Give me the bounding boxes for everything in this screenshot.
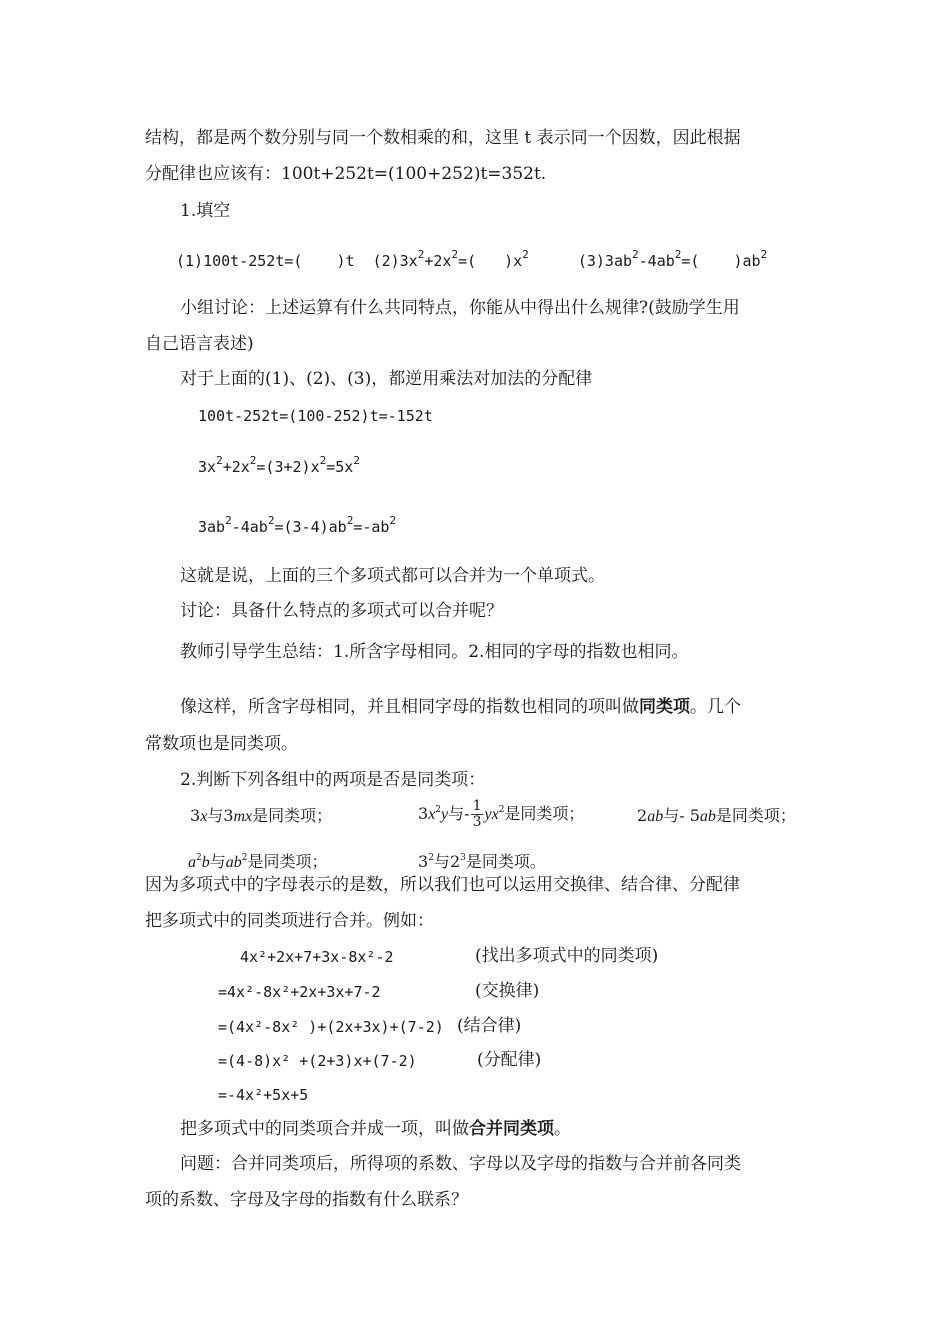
calc-step: 4x²+2x+7+3x-8x²-2 [240, 948, 394, 966]
judge-item: 3x与3mx是同类项； [190, 806, 333, 825]
section-heading: 1.填空 [180, 201, 231, 221]
calc-note: (分配律) [477, 1050, 542, 1070]
fill-blank-line: (1)100t-252t=( )t $(2)3x^2+2x^2=$( )$x^2$ $(3)3ab^2-4ab^2=$( )$ab^2$ [176, 248, 768, 270]
paragraph-line: 教师引导学生总结：1.所含字母相同。2.相同的字母的指数也相同。 [180, 642, 689, 662]
section-heading: 2.判断下列各组中的两项是否是同类项： [180, 770, 486, 790]
term-combine-like-terms: 合并同类项 [469, 1119, 554, 1139]
paragraph-line: 结构，都是两个数分别与同一个数相乘的和，这里 t 表示同一个因数，因此根据 [145, 128, 741, 148]
calc-step: =(4-8)x² +(2+3)x+(7-2) [218, 1052, 417, 1070]
calc-note: (找出多项式中的同类项) [475, 946, 659, 966]
paragraph-line: 对于上面的(1)、(2)、(3)，都逆用乘法对加法的分配律 [180, 369, 593, 389]
equation-line: $3x^2+2x^2=(3+2)x^2=5x^2$ [198, 454, 360, 476]
equation-line: $3ab^2-4ab^2=(3-4)ab^2=-ab^2$ [198, 514, 397, 536]
paragraph-line: 这就是说，上面的三个多项式都可以合并为一个单项式。 [180, 566, 605, 586]
judge-item: $3^2$与$2^3$是同类项。 [418, 852, 546, 871]
calc-step: =(4x²-8x² )+(2x+3x)+(7-2) [218, 1018, 444, 1036]
judge-item: 2ab与- 5ab是同类项； [637, 806, 796, 825]
equation-line: 100t-252t=(100-252)t=-152t [198, 407, 433, 425]
paragraph-line: 常数项也是同类项。 [145, 734, 298, 754]
calc-step: =4x²-8x²+2x+3x+7-2 [218, 983, 381, 1001]
term-like-terms: 同类项 [639, 697, 690, 717]
calc-step: =-4x²+5x+5 [218, 1086, 309, 1104]
paragraph-line: 问题：合并同类项后，所得项的系数、字母以及字母的指数与合并前各同类 [180, 1154, 741, 1174]
judge-item: $a^2b$与$ab^2$是同类项； [188, 852, 328, 871]
definition-line: 像这样，所含字母相同，并且相同字母的指数也相同的项叫做同类项。几个 [180, 697, 741, 717]
calc-note: (结合律) [457, 1016, 522, 1036]
paragraph-line: 讨论：具备什么特点的多项式可以合并呢？ [180, 601, 503, 621]
judge-item: $3x^2y$与- $\frac{1}{3}$ $yx^2$是同类项； [418, 798, 585, 830]
definition-line: 把多项式中的同类项合并成一项，叫做合并同类项。 [180, 1119, 571, 1139]
paragraph-line: 自己语言表述) [145, 334, 254, 354]
paragraph-line: 把多项式中的同类项进行合并。例如： [145, 911, 434, 931]
paragraph-line: 因为多项式中的字母表示的是数，所以我们也可以运用交换律、结合律、分配律 [145, 875, 740, 895]
calc-note: (交换律) [475, 981, 540, 1001]
paragraph-line: 分配律也应该有：100t+252t=(100+252)t=352t. [145, 164, 547, 184]
paragraph-line: 小组讨论：上述运算有什么共同特点，你能从中得出什么规律?(鼓励学生用 [180, 298, 740, 318]
paragraph-line: 项的系数、字母及字母的指数有什么联系？ [145, 1190, 468, 1210]
